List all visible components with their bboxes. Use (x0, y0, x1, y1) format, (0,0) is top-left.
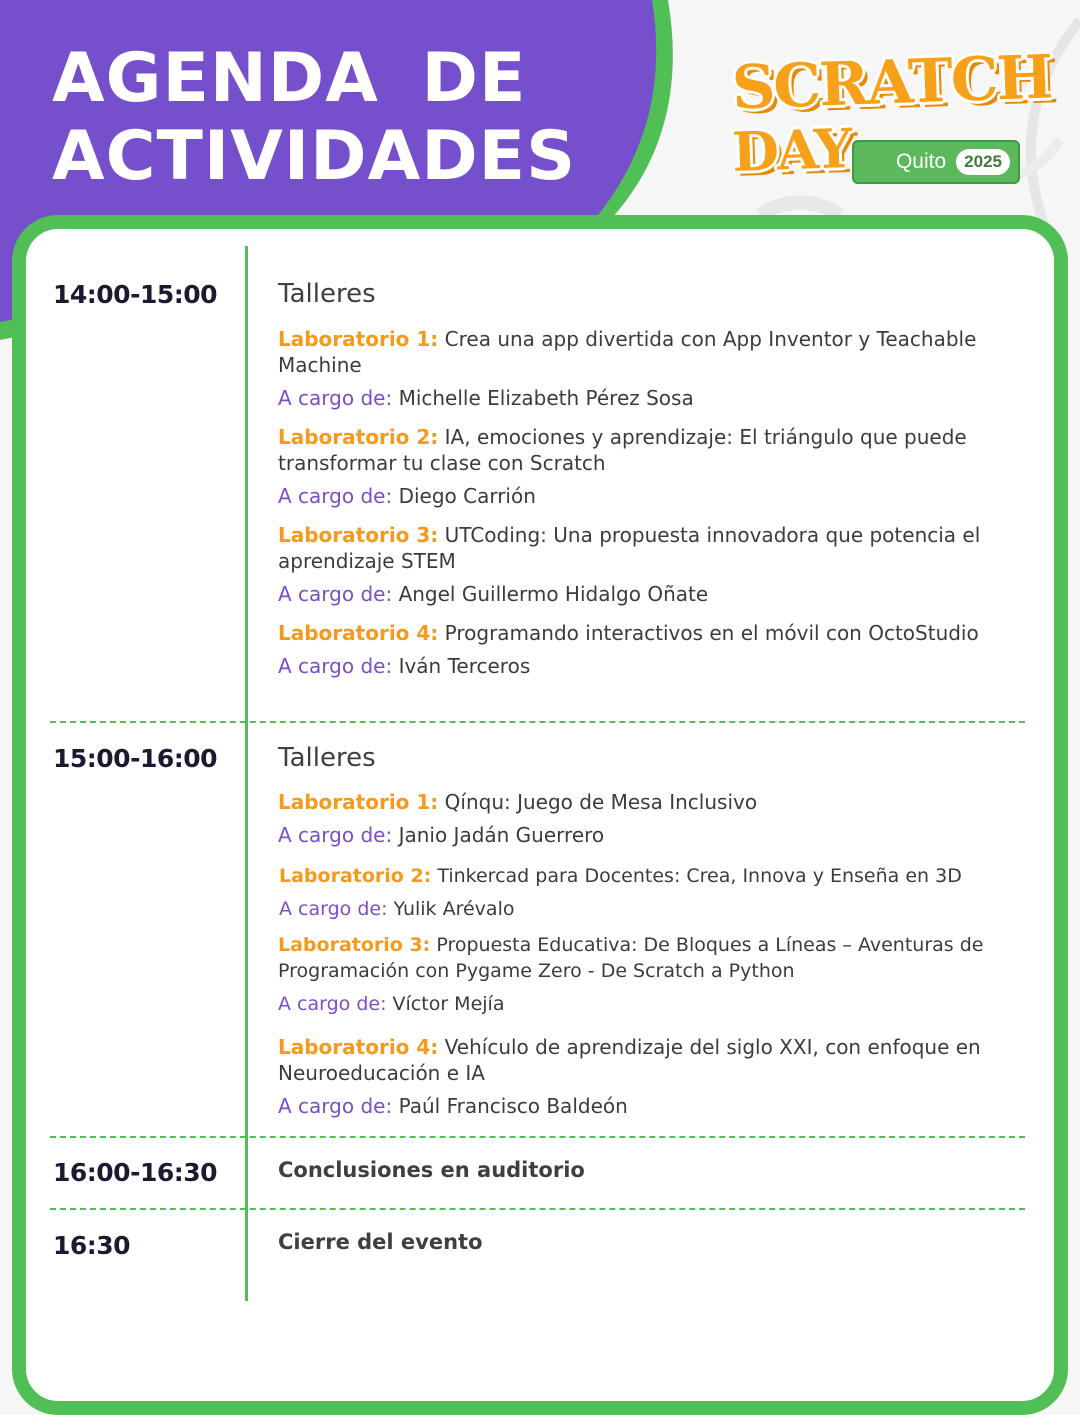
logo-city-block (852, 140, 1020, 184)
lab-description: Qínqu: Juego de Mesa Inclusivo (444, 790, 758, 814)
section-title-1: Talleres (278, 279, 376, 309)
section-title-3: Conclusiones en auditorio (278, 1158, 585, 1182)
lab-description: UTCoding: Una propuesta innovadora que potencia el aprendizaje STEM (278, 523, 981, 573)
time-slot-4: 16:30 (53, 1231, 131, 1260)
responsible-label: A cargo de: (278, 1094, 393, 1118)
lab-label: Laboratorio 3: (278, 523, 439, 547)
lab-label: Laboratorio 3: (278, 934, 431, 956)
lab-label: Laboratorio 4: (278, 1035, 439, 1059)
lab-description: Crea una app divertida con App Inventor y Teachable Machine (278, 327, 977, 377)
time-slot-1: 14:00-15:00 (53, 280, 218, 309)
scratch-day-logo (722, 42, 1053, 200)
lab-description: Programando interactivos en el móvil con OctoStudio (444, 621, 979, 645)
responsible-name: Janio Jadán Guerrero (398, 823, 605, 847)
lab-entry (278, 522, 1038, 607)
timeline-divider (245, 246, 248, 1301)
row-separator (50, 721, 1025, 723)
responsible-label: A cargo de: (278, 993, 387, 1015)
lab-description: Vehículo de aprendizaje del siglo XXI, con enfoque en Neuroeducación e IA (278, 1035, 981, 1085)
section-title-2: Talleres (278, 743, 376, 773)
lab-description: Propuesta Educativa: De Bloques a Líneas – Aventuras de Programación con Pygame Zero - De Scratch a Python (278, 934, 984, 982)
section-title-4: Cierre del evento (278, 1230, 483, 1254)
row-separator (50, 1208, 1025, 1210)
responsible-label: A cargo de: (279, 898, 388, 920)
responsible-label: A cargo de: (278, 823, 393, 847)
responsible-name: Víctor Mejía (392, 993, 505, 1015)
page-title (52, 40, 576, 196)
lab-entry (278, 789, 1038, 848)
lab-label: Laboratorio 1: (278, 790, 439, 814)
lab-label: Laboratorio 1: (278, 327, 439, 351)
responsible-name: Paúl Francisco Baldeón (398, 1094, 628, 1118)
responsible-name: Angel Guillermo Hidalgo Oñate (398, 582, 709, 606)
lab-entry (278, 424, 1038, 509)
lab-entry (278, 1034, 1038, 1119)
logo-city: Quito (895, 150, 947, 173)
time-slot-2: 15:00-16:00 (53, 744, 218, 773)
responsible-name: Michelle Elizabeth Pérez Sosa (398, 386, 694, 410)
lab-entry (279, 863, 1039, 922)
title-line-2: ACTIVIDADES (52, 117, 577, 196)
responsible-name: Yulik Arévalo (393, 898, 515, 920)
time-slot-3: 16:00-16:30 (53, 1158, 218, 1187)
title-line-1: AGENDA DE (52, 39, 527, 118)
responsible-label: A cargo de: (278, 386, 393, 410)
lab-description: IA, emociones y aprendizaje: El triángulo que puede transformar tu clase con Scratch (278, 425, 967, 475)
responsible-name: Diego Carrión (398, 484, 536, 508)
lab-entry (278, 326, 1038, 411)
logo-word-scratch: SCRATCH (730, 42, 1053, 124)
responsible-name: Iván Terceros (398, 654, 531, 678)
logo-word-day: DAY (730, 115, 852, 185)
lab-entry (278, 932, 1038, 1017)
lab-label: Laboratorio 4: (278, 621, 439, 645)
row-separator (50, 1136, 1025, 1138)
lab-entry (278, 620, 1038, 679)
lab-description: Tinkercad para Docentes: Crea, Innova y Enseña en 3D (437, 865, 962, 887)
responsible-label: A cargo de: (278, 654, 393, 678)
lab-label: Laboratorio 2: (279, 865, 432, 887)
logo-year-badge: 2025 (956, 149, 1010, 175)
responsible-label: A cargo de: (278, 582, 393, 606)
lab-label: Laboratorio 2: (278, 425, 439, 449)
responsible-label: A cargo de: (278, 484, 393, 508)
